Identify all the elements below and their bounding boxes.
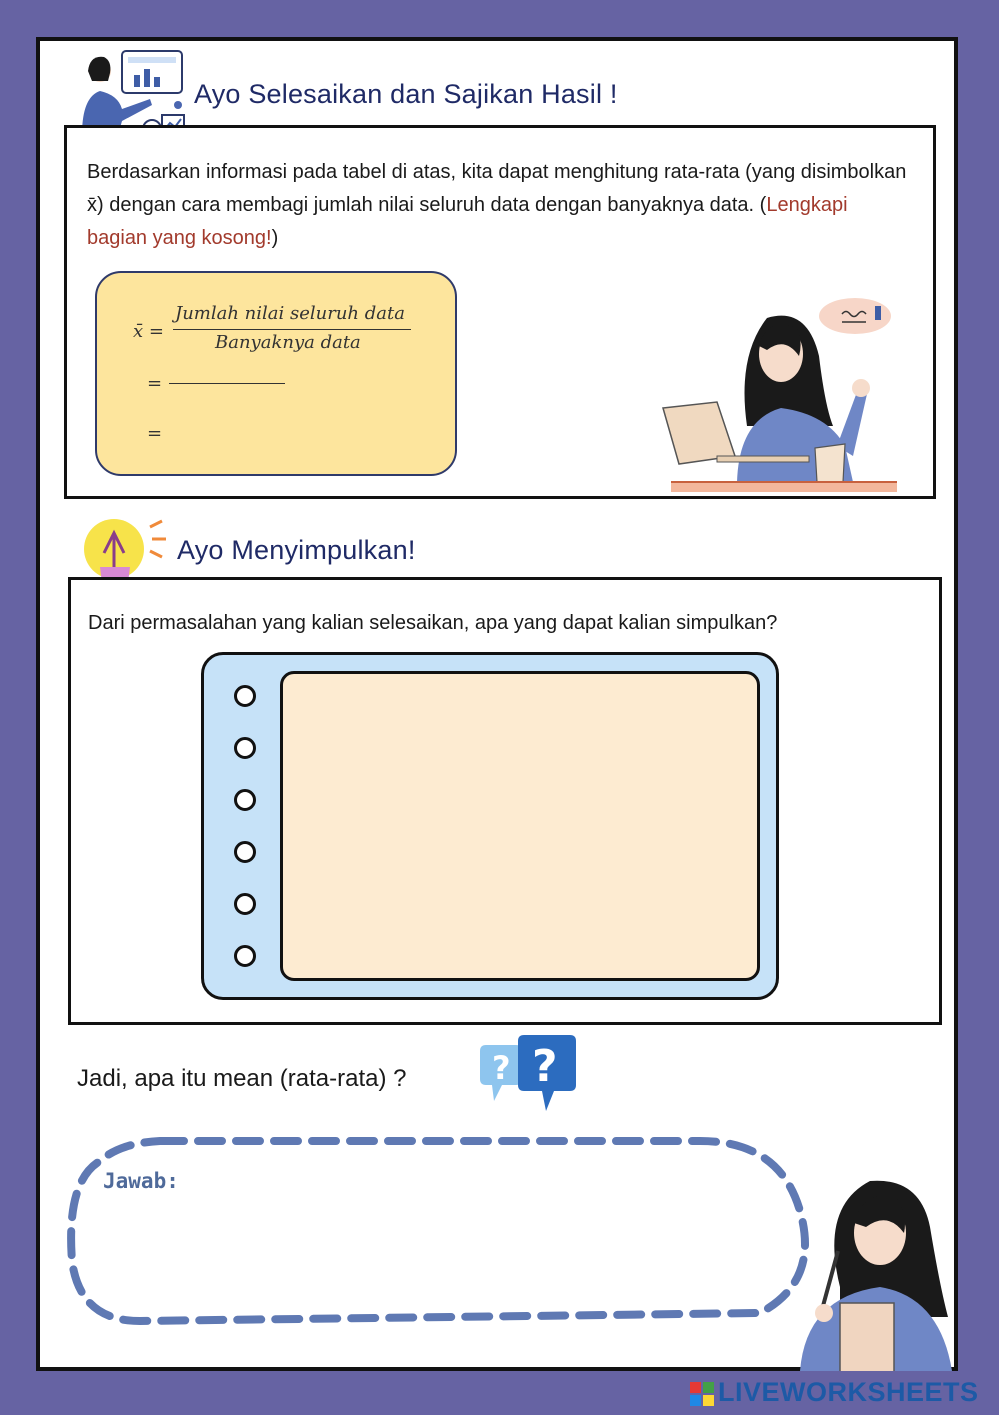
liveworksheets-logo-icon (690, 1382, 714, 1406)
notebook-ring (234, 789, 256, 811)
instruction-paragraph (87, 156, 907, 255)
fraction-blank-input[interactable] (169, 383, 285, 384)
formula-lhs: x̄ = (133, 321, 164, 342)
notebook-ring (234, 737, 256, 759)
liveworksheets-brand (690, 1377, 979, 1407)
formula-equals-1: = (147, 373, 163, 394)
conclusion-answer-area[interactable] (280, 671, 760, 981)
section-box-selesaikan (64, 125, 936, 499)
mean-formula-card (95, 271, 457, 476)
instruction-highlight: Lengkapi bagian yang kosong! (87, 194, 848, 249)
notebook-frame (201, 652, 779, 1000)
formula-equals-2: = (147, 423, 163, 444)
conclusion-question: Dari permasalahan yang kalian selesaikan, apa yang dapat kalian simpulkan? (88, 612, 778, 634)
notebook-ring (234, 841, 256, 863)
brand-text: LIVEWORKSHEETS (718, 1377, 979, 1407)
notebook-ring (234, 893, 256, 915)
mean-symbol: x̄ (87, 194, 97, 216)
answer-label: Jawab: (103, 1169, 179, 1193)
notebook-ring (234, 685, 256, 707)
section-box-menyimpulkan (68, 577, 942, 1025)
formula-numerator: Jumlah nilai seluruh data (175, 303, 405, 324)
question-mark-icon (474, 1035, 584, 1115)
paragraph-text-1: Berdasarkan informasi pada tabel di atas, kita dapat menghitung rata-rata (yang disimbolkan (87, 161, 907, 183)
worksheet-page (36, 37, 958, 1371)
section-title-menyimpulkan: Ayo Menyimpulkan! (177, 535, 416, 565)
section-title-selesaikan: Ayo Selesaikan dan Sajikan Hasil ! (194, 79, 618, 109)
formula-denominator: Banyaknya data (215, 332, 361, 353)
mean-question: Jadi, apa itu mean (rata-rata) ? (77, 1065, 407, 1092)
mean-answer-input[interactable] (190, 1167, 780, 1307)
result-blank-input[interactable] (169, 419, 289, 445)
student-notepad-illustration (780, 1167, 960, 1371)
student-laptop-illustration (657, 296, 907, 500)
svg-text:?: ? (532, 1041, 558, 1092)
svg-text:?: ? (492, 1049, 511, 1087)
notebook-ring (234, 945, 256, 967)
fraction-bar (173, 329, 411, 330)
paragraph-text-2: ) dengan cara membagi jumlah nilai seluruh data dengan banyaknya data. ( (97, 194, 767, 216)
paragraph-text-end: ) (271, 227, 279, 249)
